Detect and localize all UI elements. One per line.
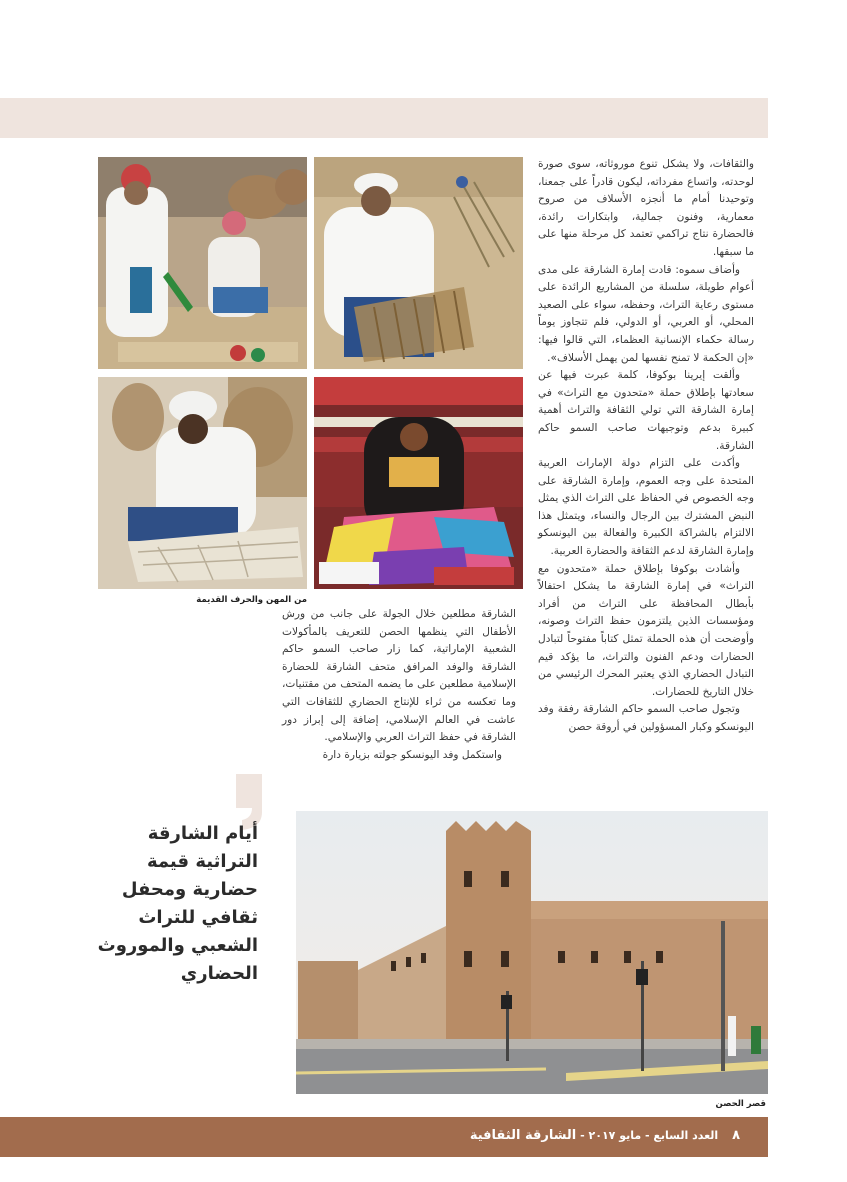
paragraph: وأضاف سموه: قادت إمارة الشارقة على مدى أعوام طويلة، سلسلة من المشاريع الرائدة على مستوى رعاية التراث، وحفظه، سواء على الصعيد المحلي، أو العربي، أو الدولي، فلم تتجاوز يوماً رسالة حكماء الإنسانية العظماء، التي قالوا فيها: «إن الحكمة لا تمنح نفسها لمن يهمل الأسلاف». <box>538 263 754 364</box>
paragraph: والثقافات، ولا يشكل تنوع موروثاته، سوى صورة لوحدته، واتساع مفرداته، ليكون قادراً على جمعنا، وتوحيدنا أمام ما أنجزه الأسلاف من صروح معمارية، وفنون جمالية، وابتكارات رائدة، فالحضارة نتاج تراكمي تعتمد كل مرحلة منها على ما سبقها. <box>538 158 754 258</box>
issue-label: العدد السابع - مايو ٢٠١٧ - <box>580 1129 719 1142</box>
photo-man-basket-weaving <box>314 157 523 369</box>
photo-woman-embroidery <box>314 377 523 589</box>
page-footer <box>0 1117 768 1157</box>
article-column-right <box>538 156 754 806</box>
photo-man-net-weaving <box>98 377 307 589</box>
pull-quote: أيام الشارقة التراثية قيمة حضارية ومحفل ثقافي للتراث الشعبي والموروث الحضاري <box>97 823 258 984</box>
paragraph: الشارقة مطلعين خلال الجولة على جانب من ورش الأطفال التي ينظمها الحصن للتعريف بالمأكولات الشعبية الإماراتية، كما زار صاحب السمو حاكم الشارقة والوفد المرافق متحف الشارقة للحضارة الإسلامية مطلعين على ما يضمه المتحف من مقتنيات، وما تعكسه من ثراء للإنتاج الحضاري للثقافات التي عاشت في العالم الإسلامي، إضافة إلى إبراز دور الشارقة في حفظ التراث العربي والإسلامي. <box>282 608 516 744</box>
magazine-name: الشارقة الثقافية <box>469 1128 577 1143</box>
paragraph: وأشادت بوكوفا بإطلاق حملة «متحدون مع التراث» في إمارة الشارقة ما يشكل احتفالاً بأبطال المحافظة على التراث من أفراد ومؤسسات الذين يلتزمون حفظ التراث وصونه، وأوضحت أن هذه الحملة تمثل كتاباً مفتوحاً لتبادل الحضارات ودعم الفنون والتراث، ما يؤكد قيم التبادل الحضاري الذي يعتبر المحرك الرئيسي من خلال التاريخ للحضارات. <box>538 562 754 698</box>
paragraph: وتجول صاحب السمو حاكم الشارقة رفقة وفد اليونسكو وكبار المسؤولين في أروقة حصن <box>538 703 754 733</box>
article-column-left <box>282 606 516 806</box>
top-decorative-band <box>0 98 768 138</box>
paragraph: وألقت إيرينا بوكوفا، كلمة عبرت فيها عن سعادتها بإطلاق حملة «متحدون مع التراث» في إمارة الشارقة التي تولي الثقافة والتراث أهمية كبيرة بدعم وتوجيهات صاحب السمو حاكم الشارقة. <box>538 369 754 452</box>
photo-caption-crafts: من المهن والحرف القديمة <box>196 595 307 605</box>
photo-men-weaving-on-mats <box>98 157 307 369</box>
page-number: ٨ <box>732 1128 740 1143</box>
paragraph: وأكدت على التزام دولة الإمارات العربية المتحدة على وجه العموم، وإمارة الشارقة على وجه الخصوص في الحفاظ على التراث الذي يمثل النبض المشترك بين الرجال والنساء، ويتمثل هذا الالتزام بالشراكة الكبيرة والفعالة بين اليونسكو وإمارة الشارقة لدعم الثقافة والحضارة العربية. <box>538 457 754 558</box>
footer-info <box>470 1128 740 1143</box>
photo-qasr-al-hisn-fort <box>296 811 768 1094</box>
paragraph: واستكمل وفد اليونسكو جولته بزيارة دارة <box>322 748 502 761</box>
photo-caption-fort: قصر الحصن <box>715 1099 766 1109</box>
